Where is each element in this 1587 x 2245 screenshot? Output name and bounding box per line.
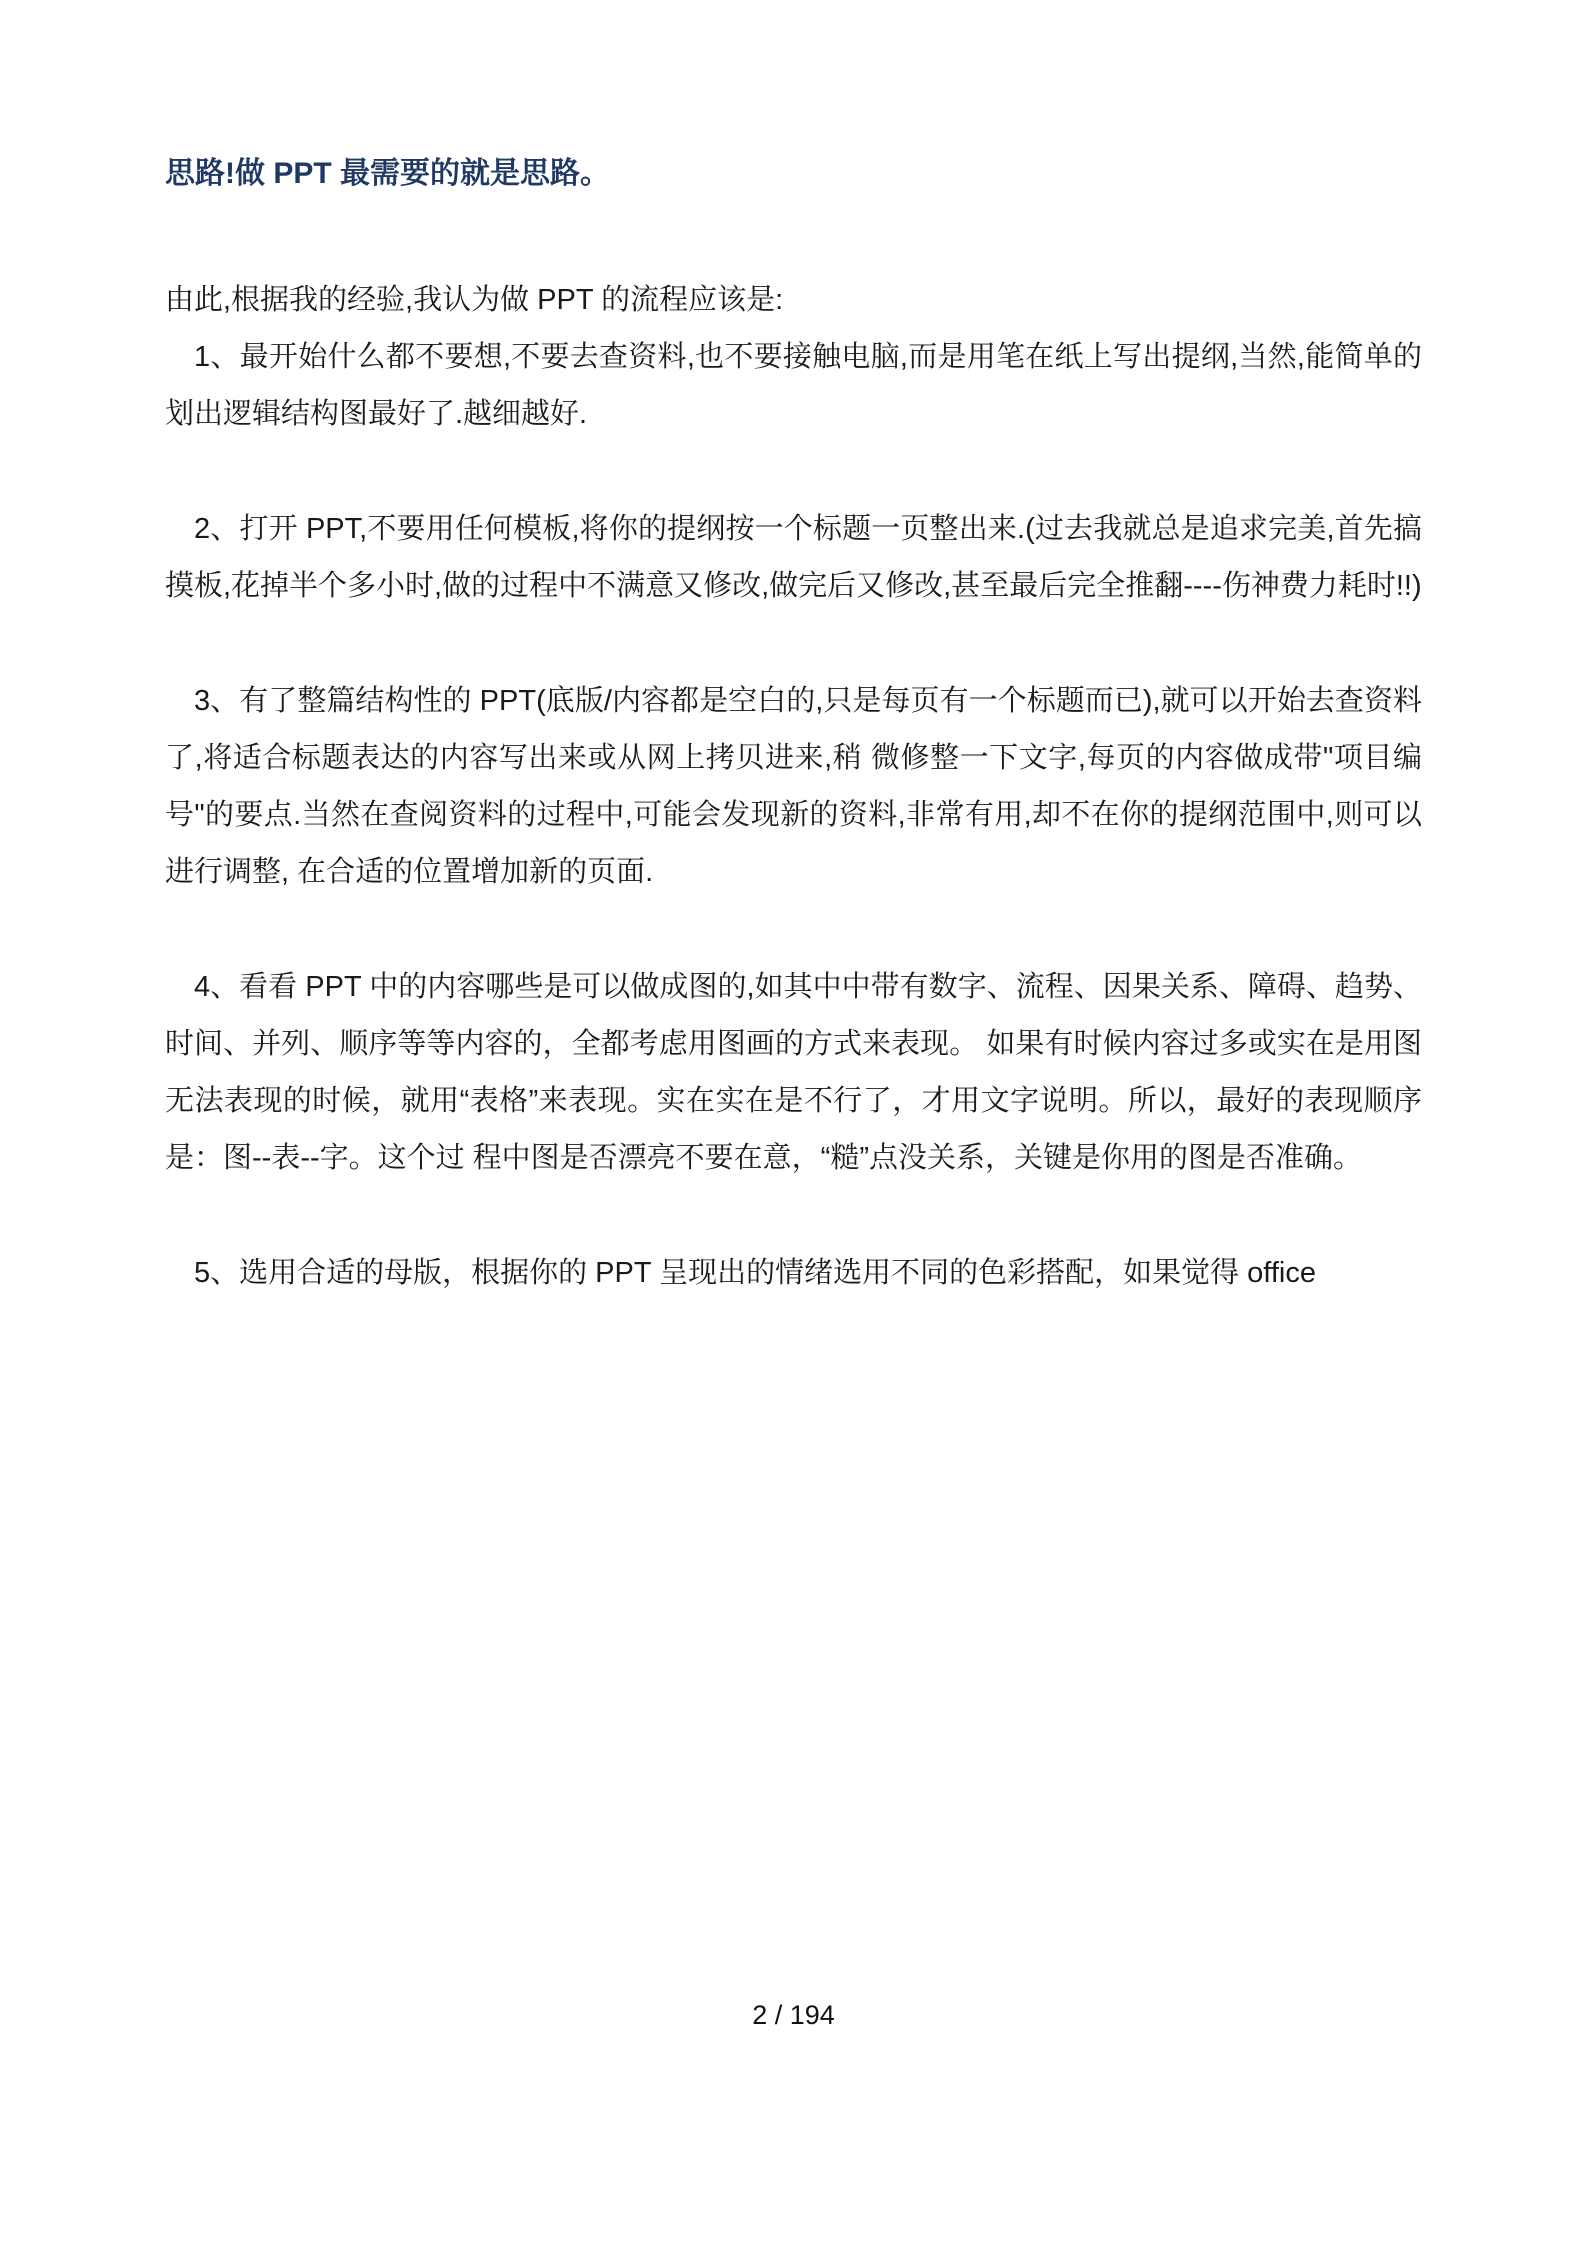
paragraph-step-5: 5、选用合适的母版，根据你的 PPT 呈现出的情绪选用不同的色彩搭配，如果觉得 office [194, 1257, 1316, 1289]
paragraph-step-3: 3、有了整篇结构性的 PPT(底版/内容都是空白的,只是每页有一个标题而已),就可以开始去查资料了,将适合标题表达的内容写出来或从网上拷贝进来,稍 微修整一下文字,每页的内容做成带"项目编号"的要点.当然在查阅资料的过程中,可能会发现新的资料,非常有用,却不在你的提纲范围中,则可以进行调整, 在合适的位置增加新的页面. [165, 685, 1422, 888]
paragraph-step-2: 2、打开 PPT,不要用任何模板,将你的提纲按一个标题一页整出来.(过去我就总是追求完美,首先搞摸板,花掉半个多小时,做的过程中不满意又修改,做完后又修改,甚至最后完全推翻----伤神费力耗时!!) [165, 513, 1422, 602]
paragraph-step-4: 4、看看 PPT 中的内容哪些是可以做成图的,如其中中带有数字、流程、因果关系、障碍、趋势、时间、并列、顺序等等内容的，全都考虑用图画的方式来表现。 如果有时候内容过多或实在是用图无法表现的时候，就用“表格”来表现。实在实在是不行了，才用文字说明。所以，最好的表现顺序是：图--表--字。这个过 程中图是否漂亮不要在意，“糙”点没关系，关键是你用的图是否准确。 [165, 971, 1422, 1174]
page-number-footer: 2 / 194 [752, 2000, 835, 2030]
paragraph-intro: 由此,根据我的经验,我认为做 PPT 的流程应该是: [165, 284, 784, 316]
paragraph-step-1: 1、最开始什么都不要想,不要去查资料,也不要接触电脑,而是用笔在纸上写出提纲,当然,能简单的划出逻辑结构图最好了.越细越好. [165, 341, 1422, 430]
document-heading: 思路!做 PPT 最需要的就是思路。 [165, 157, 611, 190]
